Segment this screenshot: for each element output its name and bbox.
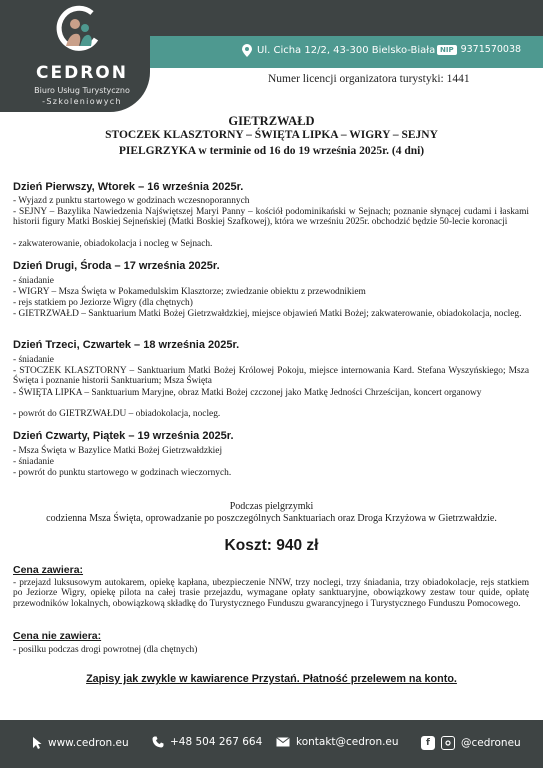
brand-name: CEDRON xyxy=(36,63,128,83)
during-heading: Podczas pielgrzymki xyxy=(229,501,314,512)
day-4-line: - powrót do punktu startowego w godzinach wieczornych. xyxy=(13,468,232,478)
license-number: Numer licencji organizatora turystyki: 1441 xyxy=(268,73,470,85)
day-2-line: - śniadanie xyxy=(13,276,54,286)
excludes-text: - posilku podczas drogi powrotnej (dla chętnych) xyxy=(13,645,198,655)
phone-number[interactable]: +48 504 267 664 xyxy=(170,736,263,748)
location-pin-icon xyxy=(242,44,252,57)
nip-badge-icon: NIP xyxy=(437,45,457,55)
social-handle[interactable]: @cedroneu xyxy=(461,737,521,749)
day-4-line: - śniadanie xyxy=(13,457,54,467)
footer-phone[interactable] xyxy=(152,736,262,748)
footer-social[interactable] xyxy=(421,736,521,750)
during-text: codzienna Msza Święta, oprowadzanie po poszczególnych Sanktuariach oraz Droga Krzyżowa w Gietrzwałdzie. xyxy=(46,513,497,524)
day-1-line: - SEJNY – Bazylika Nawiedzenia Najświętszej Maryi Panny – kościół podominikański w Sejnach; poznanie słynącej cudami i łaskami historii figury Matki Boskiej Sejneńskiej (Matki Boskiej Szafkowej), która we wrześniu 2025r. obchodzić będzie 50-lecie koronacji xyxy=(13,207,529,228)
title-place: GIETRZWAŁD xyxy=(228,114,315,128)
address xyxy=(242,44,435,57)
website-link[interactable]: www.cedron.eu xyxy=(48,737,129,749)
day-2-heading: Dzień Drugi, Środa – 17 września 2025r. xyxy=(13,260,220,272)
day-2-line: - rejs statkiem po Jeziorze Wigry (dla chętnych) xyxy=(13,298,193,308)
day-2-line: - WIGRY – Msza Święta w Pokamedulskim Klasztorze; zwiedzanie obiektu z przewodnikiem xyxy=(13,287,366,297)
day-1-line: - zakwaterowanie, obiadokolacja i nocleg w Sejnach. xyxy=(13,239,213,249)
footer-website[interactable] xyxy=(32,736,129,750)
day-1-line: - Wyjazd z punktu startowego w godzinach wczesnoporannych xyxy=(13,196,250,206)
day-3-line: - ŚWIĘTA LIPKA – Sanktuarium Maryjne, obraz Matki Bożej czczonej jako Matkę Jedności Chrześcijan, koncert organowy xyxy=(13,388,482,398)
envelope-icon xyxy=(276,737,290,747)
day-2-line: - GIETRZWAŁD – Sanktuarium Matki Bożej Gietrzwałdzkiej, miejsce objawień Matki Bożej; zakwaterowanie, obiadokolacja, nocleg. xyxy=(13,309,522,319)
day-3-heading: Dzień Trzeci, Czwartek – 18 września 2025r. xyxy=(13,339,240,351)
signup-note: Zapisy jak zwykle w kawiarence Przystań. Płatność przelewem na konto. xyxy=(86,673,457,685)
price: Koszt: 940 zł xyxy=(224,537,319,554)
instagram-icon[interactable] xyxy=(441,736,455,750)
day-4-line: - Msza Święta w Bazylice Matki Bożej Gietrzwałdzkiej xyxy=(13,446,223,456)
includes-text: - przejazd luksusowym autokarem, opiekę kapłana, ubezpieczenie NNW, trzy noclegi, trzy śniadania, trzy obiadokolacje, rejs statkiem po Jeziorze Wigry, opiekę pilota na całej trasie przejazdu, wymagane opłaty sanktuaryjne, obowiązkowy zestaw tour quide, opłatę przewodników lokalnych, obowiązkową składkę do Turystycznego Funduszu gwarancyjnego i Turystycznego Funduszu Pomocowego. xyxy=(13,578,529,609)
includes-heading: Cena zawiera: xyxy=(13,564,84,576)
phone-icon xyxy=(152,736,164,748)
brand-tagline-2: -Szkoleniowych xyxy=(42,97,122,106)
footer-email[interactable] xyxy=(276,736,399,748)
facebook-icon[interactable]: f xyxy=(421,736,435,750)
title-dates: PIELGRZYKA w terminie od 16 do 19 września 2025r. (4 dni) xyxy=(118,145,425,157)
address-text: Ul. Cicha 12/2, 43-300 Bielsko-Biała xyxy=(257,45,436,56)
cedron-logo-icon xyxy=(52,4,102,54)
excludes-heading: Cena nie zawiera: xyxy=(13,630,102,642)
cursor-icon xyxy=(32,736,42,750)
day-4-heading: Dzień Czwarty, Piątek – 19 września 2025r. xyxy=(13,430,234,442)
day-3-line: - STOCZEK KLASZTORNY – Sanktuarium Matki Bożej Królowej Pokoju, miejsce internowania Kard. Stefana Wyszyńskiego; Msza Święta i poznanie historii Sanktuarium; Msza Święta xyxy=(13,366,529,387)
day-1-heading: Dzień Pierwszy, Wtorek – 16 września 2025r. xyxy=(13,181,244,193)
brand-tagline-1: Biuro Usług Turystyczno xyxy=(34,86,130,95)
day-3-line: - powrót do GIETRZWAŁDU – obiadokolacja, nocleg. xyxy=(13,409,221,419)
nip-number: 9371570038 xyxy=(460,44,522,55)
day-3-line: - śniadanie xyxy=(13,355,54,365)
email-link[interactable]: kontakt@cedron.eu xyxy=(296,736,399,748)
nip-info xyxy=(437,44,521,55)
title-route: STOCZEK KLASZTORNY – ŚWIĘTA LIPKA – WIGRY – SEJNY xyxy=(105,129,438,141)
